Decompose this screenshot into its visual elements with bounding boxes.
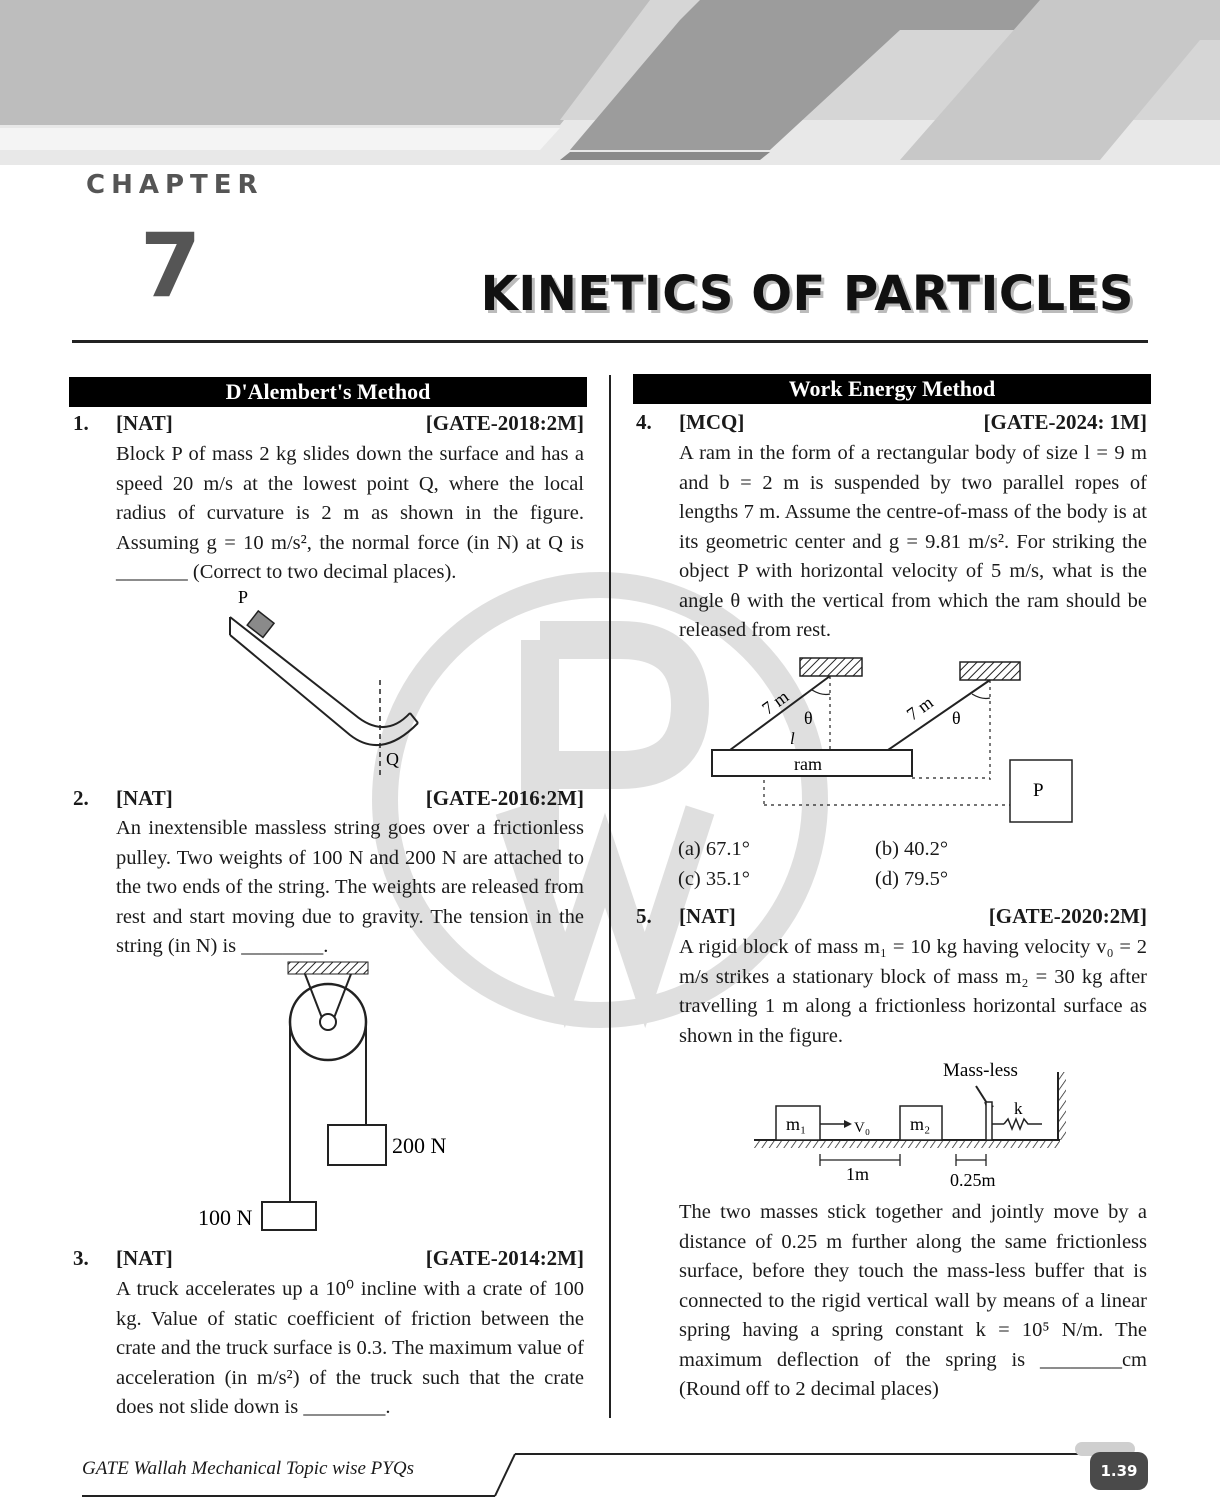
question-source: [GATE-2024: 1M] xyxy=(983,410,1147,434)
question-type: [MCQ] xyxy=(679,410,745,434)
question-number: 3. xyxy=(73,1246,89,1270)
column-divider xyxy=(609,375,611,1418)
figure-label-ram: ram xyxy=(794,754,822,774)
question-type: [NAT] xyxy=(116,1246,173,1270)
question-source: [GATE-2014:2M] xyxy=(425,1246,584,1270)
option-a: (a) 67.1° xyxy=(678,838,750,860)
question-text-continued: The two masses stick together and jointly move by a distance of 0.25 m further along the same frictionless surface, before they touch the mass-less buffer that is connected to the rigid vertical wall by means of a linear spring having a spring constant k = 10⁵ N/m. The maximum deflection of the spring is ________cm (Round off to 2 decimal places) xyxy=(679,1201,1147,1400)
header-banner xyxy=(0,0,1220,170)
figure-label-1m: 1m xyxy=(846,1164,870,1184)
question-type: [NAT] xyxy=(116,786,173,810)
figure-label-m1: m₁ xyxy=(786,1114,807,1134)
section-header-work-energy: Work Energy Method xyxy=(633,374,1151,404)
figure-label-v0: V₀ xyxy=(854,1120,871,1136)
question-text: A rigid block of mass m₁ = 10 kg having velocity v₀ = 2 m/s strikes a stationary block of mass m₂ = 30 kg after travelling 1 m along a frictionless horizontal surface as shown in the figure. xyxy=(679,936,1147,1047)
figure-label-theta-1: θ xyxy=(804,708,813,728)
figure-label-massless: Mass-less xyxy=(943,1060,1018,1081)
question-text: A ram in the form of a rectangular body of size l = 9 m and b = 2 m is suspended by two parallel ropes of lengths 7 m. Assume the centre-of-mass of the body is at its geometric center and g = 9.81 m/s². For striking the object P with horizontal velocity of 5 m/s, what is the angle θ with the vertical from which the ram should be released from rest. xyxy=(679,442,1147,641)
question-source: [GATE-2018:2M] xyxy=(425,411,584,435)
question-source: [GATE-2020:2M] xyxy=(988,904,1147,928)
figure-label-k: k xyxy=(1014,1099,1023,1118)
question-number: 1. xyxy=(73,411,89,435)
question-number: 2. xyxy=(73,786,89,810)
figure-label-200n: 200 N xyxy=(392,1133,447,1158)
figure-label-025m: 0.25m xyxy=(950,1170,996,1190)
figure-label-rope-2: 7 m xyxy=(902,692,937,725)
footer-book-title: GATE Wallah Mechanical Topic wise PYQs xyxy=(82,1458,414,1479)
question-text: An inextensible massless string goes over a frictionless pulley. Two weights of 100 N and 200 N are attached to the two ends of the string. The weights are released from rest and start moving due to gravity. The tension in the string (in N) is ________. xyxy=(116,817,584,957)
figure-label-100n: 100 N xyxy=(198,1205,253,1230)
section-header-dalembert: D'Alembert's Method xyxy=(69,377,587,407)
page-number-badge: 1.39 xyxy=(1090,1452,1148,1490)
question-number: 4. xyxy=(636,410,652,434)
chapter-label: CHAPTER xyxy=(86,170,264,200)
figure-label-q: Q xyxy=(386,749,399,769)
figure-label-m2: m₂ xyxy=(910,1114,931,1134)
question-text: A truck accelerates up a 10⁰ incline with a crate of 100 kg. Value of static coefficient of friction between the crate and the truck surface is 0.3. The maximum value of acceleration (in m/s²) of the truck such that the crate does not slide down is ________. xyxy=(116,1278,584,1418)
question-text: Block P of mass 2 kg slides down the surface and has a speed 20 m/s at the lowest point Q, where the local radius of curvature is 2 m as shown in the figure. Assuming g = 10 m/s², the normal force (in N) at Q is _______ (Correct to two decimal places). xyxy=(116,443,584,583)
question-type: [NAT] xyxy=(679,904,736,928)
title-rule xyxy=(72,340,1148,343)
question-type: [NAT] xyxy=(116,411,173,435)
question-source: [GATE-2016:2M] xyxy=(425,786,584,810)
chapter-title: KINETICS OF PARTICLES xyxy=(480,266,1134,322)
figure-label-rope-1: 7 m xyxy=(758,686,793,719)
figure-label-l: l xyxy=(790,729,795,748)
option-d: (d) 79.5° xyxy=(875,868,949,890)
figure-sliding-block xyxy=(220,585,440,775)
figure-ram xyxy=(700,650,1080,830)
chapter-number: 7 xyxy=(140,214,202,317)
figure-pulley xyxy=(190,960,480,1235)
option-b: (b) 40.2° xyxy=(875,838,949,860)
option-c: (c) 35.1° xyxy=(678,868,750,890)
figure-label-theta-2: θ xyxy=(952,708,961,728)
figure-label-p-block: P xyxy=(1033,780,1044,801)
question-number: 5. xyxy=(636,904,652,928)
figure-label-p: P xyxy=(238,587,249,607)
figure-spring-buffer xyxy=(748,1052,1078,1197)
